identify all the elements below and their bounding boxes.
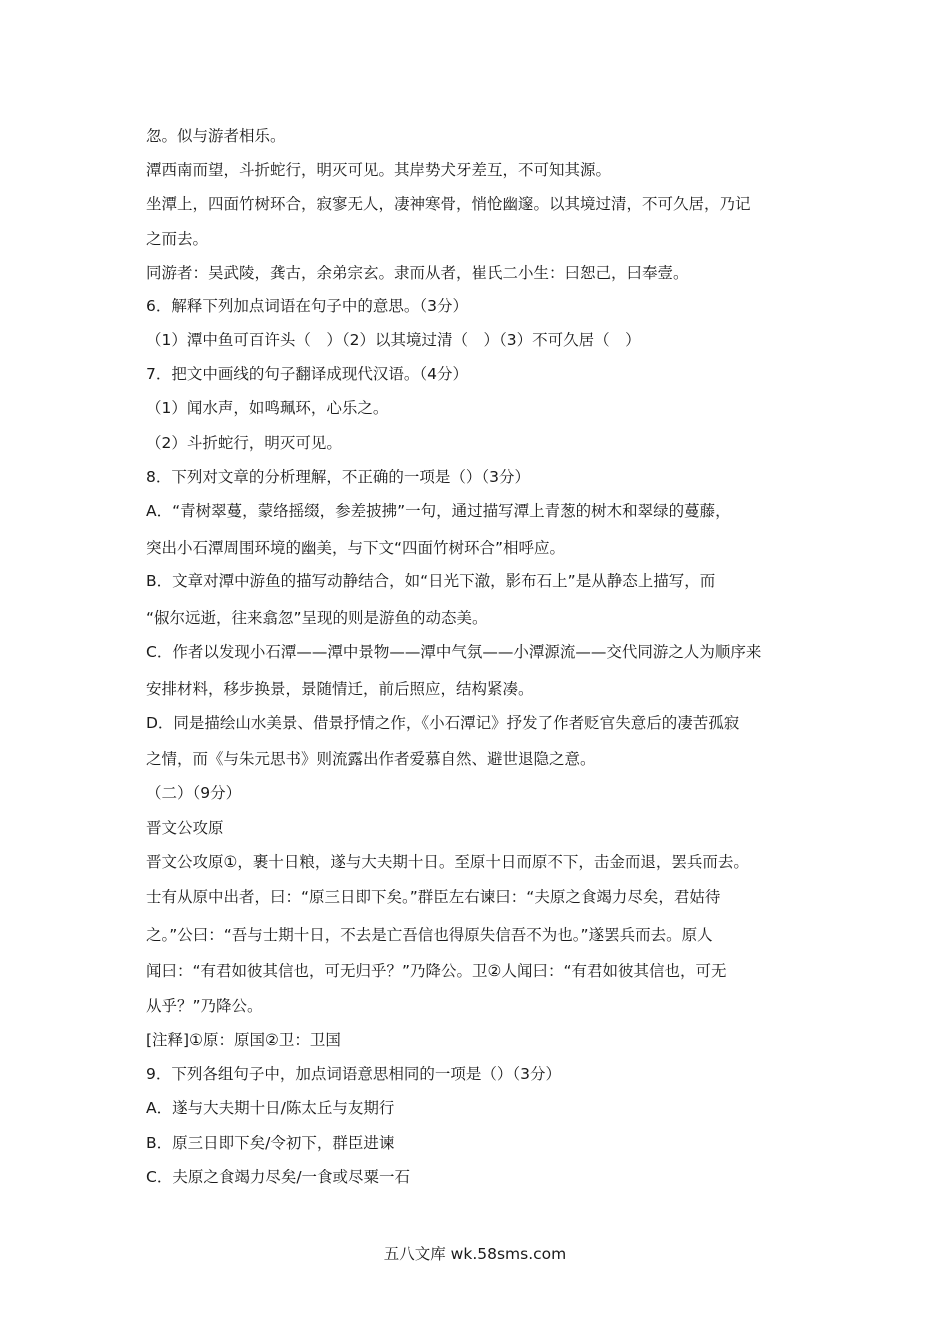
option-b: B．原三日即下矣/令初下，群臣进谏 (146, 1134, 395, 1152)
option-d: D．同是描绘山水美景、借景抒情之作，《小石潭记》抒发了作者贬官失意后的凄苦孤寂 (146, 714, 740, 732)
text-line: 潭西南而望，斗折蛇行，明灭可见。其岸势犬牙差互，不可知其源。 (146, 161, 612, 179)
option-c: C．作者以发现小石潭——潭中景物——潭中气氛——小潭源流——交代同游之人为顺序来 (146, 643, 762, 661)
annotation: [注释]①原：原国②卫：卫国 (146, 1031, 341, 1049)
text-line: 之情，而《与朱元思书》则流露出作者爱慕自然、避世退隐之意。 (146, 750, 596, 768)
text-line: （2）斗折蛇行，明灭可见。 (146, 434, 342, 452)
passage-title: 晋文公攻原 (146, 819, 224, 837)
question-6: 6．解释下列加点词语在句子中的意思。（3分） (146, 297, 468, 315)
text-line: （1）潭中鱼可百许头（ ）（2）以其境过清（ ）（3）不可久居（ ） (146, 331, 641, 349)
text-line: 坐潭上，四面竹树环合，寂寥无人，凄神寒骨，悄怆幽邃。以其境过清，不可久居，乃记 (146, 195, 751, 213)
text-line: 忽。似与游者相乐。 (146, 127, 286, 145)
text-line: 闻曰：“有君如彼其信也，可无归乎？”乃降公。卫②人闻曰：“有君如彼其信也，可无 (146, 962, 727, 980)
text-line: 之。”公曰：“吾与士期十日，不去是亡吾信也得原失信吾不为也。”遂罢兵而去。原人 (146, 926, 713, 944)
text-line: 之而去。 (146, 230, 209, 248)
question-8: 8．下列对文章的分析理解，不正确的一项是（）（3分） (146, 468, 530, 486)
question-7: 7．把文中画线的句子翻译成现代汉语。（4分） (146, 365, 468, 383)
text-line: 晋文公攻原①，裹十日粮，遂与大夫期十日。至原十日而原不下，击金而退，罢兵而去。 (146, 853, 749, 871)
option-a: A．“青树翠蔓，蒙络摇缀，参差披拂”一句，通过描写潭上青葱的树木和翠绿的蔓藤， (146, 502, 731, 520)
text-line: 安排材料，移步换景，景随情迁，前后照应，结构紧凑。 (146, 680, 534, 698)
option-b: B．文章对潭中游鱼的描写动静结合，如“日光下澈，影布石上”是从静态上描写，而 (146, 572, 716, 590)
section-heading: （二）（9分） (146, 784, 242, 802)
question-9: 9．下列各组句子中，加点词语意思相同的一项是（）（3分） (146, 1065, 561, 1083)
option-c: C．夫原之食竭力尽矣/一食或尽粟一石 (146, 1168, 411, 1186)
text-line: 突出小石潭周围环境的幽美，与下文“四面竹树环合”相呼应。 (146, 539, 566, 557)
option-a: A．遂与大夫期十日/陈太丘与友期行 (146, 1099, 395, 1117)
page-footer: 五八文库 wk.58sms.com (383, 1245, 567, 1263)
text-line: 同游者：吴武陵，龚古，余弟宗玄。隶而从者，崔氏二小生：曰恕己，曰奉壹。 (146, 264, 689, 282)
text-line: （1）闻水声，如鸣珮环，心乐之。 (146, 399, 389, 417)
text-line: 从乎？”乃降公。 (146, 997, 263, 1015)
text-line: “俶尔远逝，往来翕忽”呈现的则是游鱼的动态美。 (146, 609, 488, 627)
text-line: 士有从原中出者，曰：“原三日即下矣。”群臣左右谏曰：“夫原之食竭力尽矣，君姑待 (146, 888, 721, 906)
